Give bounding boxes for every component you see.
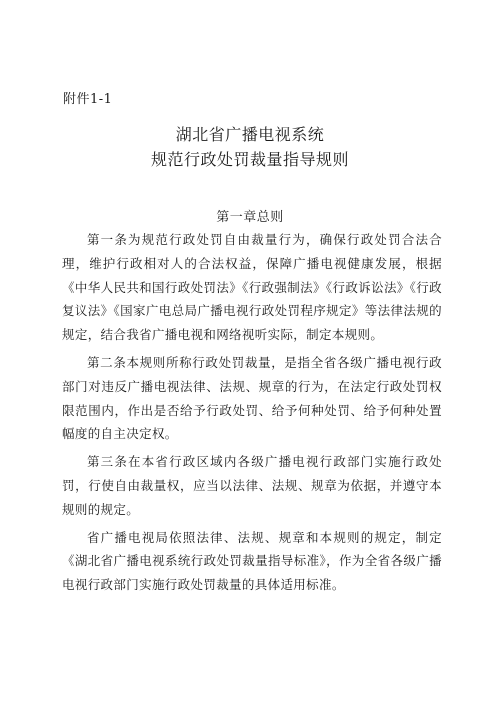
annex-label: 附件1-1 [63, 92, 113, 107]
chapter-heading: 第一章总则 [216, 210, 284, 225]
document-title-line-1: 湖北省广播电视系统 [175, 125, 325, 144]
article-1-paragraph: 第一条为规范行政处罚自由裁量行为，确保行政处罚合法合理，维护行政相对人的合法权益，保障广播电视健康发展，根据《中华人民共和国行政处罚法》《行政强制法》《行政诉讼法》《行政复议法》《国家广电总局广播电视行政处罚程序规定》等法律法规的规定，结合我省广播电视和网络视听实际，制定本规则。 [62, 232, 442, 343]
document-body [62, 228, 442, 601]
article-3-supplement-paragraph: 省广播电视局依照法律、法规、规章和本规则的规定，制定《湖北省广播电视系统行政处罚裁量指导标准》，作为全省各级广播电视行政部门实施行政处罚裁量的具体适用标准。 [62, 529, 442, 593]
article-3-paragraph: 第三条在本省行政区域内各级广播电视行政部门实施行政处罚，行使自由裁量权，应当以法律、法规、规章为依据，并遵守本规则的规定。 [62, 454, 442, 517]
article-2-paragraph: 第二条本规则所称行政处罚裁量，是指全省各级广播电视行政部门对违反广播电视法律、法规、规章的行为，在法定行政处罚权限范围内，作出是否给予行政处罚、给予何种处罚、给予何种处置幅度的自主决定权。 [62, 354, 442, 442]
document-title-line-2: 规范行政处罚裁量指导规则 [150, 150, 349, 169]
